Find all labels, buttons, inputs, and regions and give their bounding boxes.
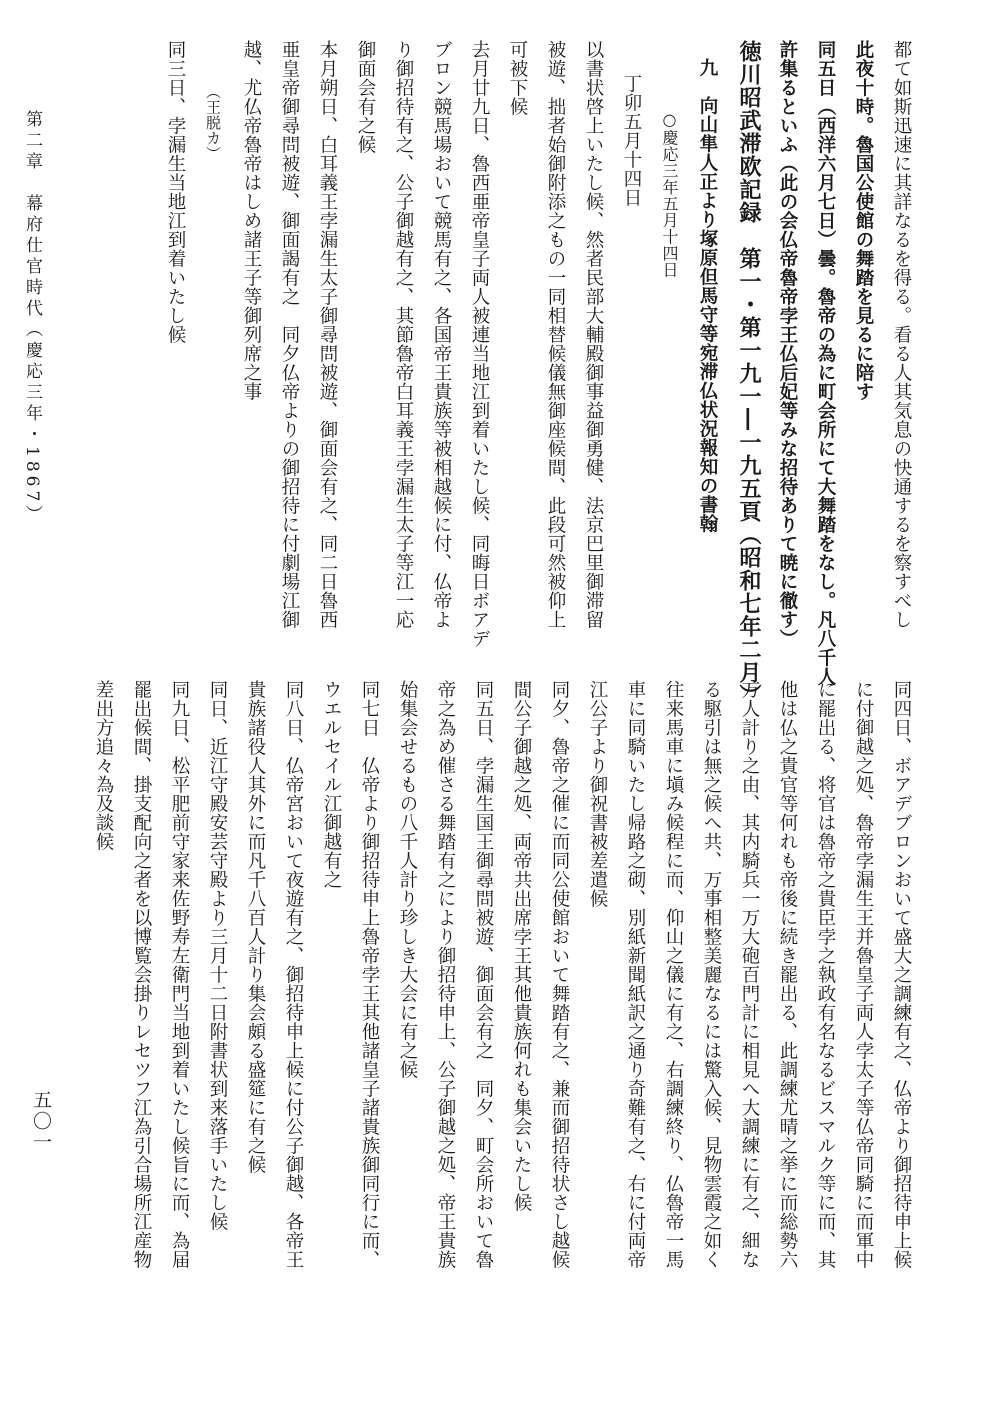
text-column: 江公子より御祝書被差遣候 <box>587 680 608 908</box>
text-column: 越、尤仏帝魯帝はしめ諸王子等御列席之事 <box>241 40 262 401</box>
text-column: 許集るといふ（此の会仏帝魯帝孛王仏后妃等みな招待ありて暁に徹す） <box>777 40 798 648</box>
text-column: 車に同騎いたし帰路之砌、別紙新聞紙訳之通り奇難有之、右に付両帝 <box>625 680 646 1269</box>
text-column: に付御越之処、魯帝孛漏生王并魯皇子両人孛太子等仏帝同騎に而軍中 <box>853 680 874 1269</box>
text-column: 此夜十時。魯国公使館の舞踏を見るに陪す <box>853 40 874 401</box>
source-title: 徳川昭武滞欧記録 第一・第一九一―一九五頁（昭和七年二月） <box>736 40 762 707</box>
text-column: 同八日、仏帝宮おいて夜遊有之、御招待申上候に付公子御越、各帝王 <box>283 680 304 1269</box>
letter-date: 丁卯五月十四日 <box>621 74 642 207</box>
editorial-note: （王脱カ） <box>204 84 222 162</box>
text-column: 同七日 仏帝より御招待申上魯帝孛王其他諸皇子諸貴族御同行に而、 <box>359 680 380 1269</box>
text-column: ウエルセイル江御越有之 <box>321 680 342 889</box>
text-column: 帝之為め催さる舞踏有之により御招待申上、公子御越之処、帝王貴族 <box>435 680 456 1269</box>
text-column: 御面会有之候 <box>355 40 376 154</box>
letter-heading: 九 向山隼人正より塚原但馬守等宛滞仏状況報知の書翰 <box>697 58 718 533</box>
text-column: 始集会せるもの八千人計り珍しき大会に有之候 <box>397 680 418 1079</box>
page-number: 五〇一 <box>30 1090 52 1153</box>
text-column: 都て如斯迅速に其詳なるを得る。看る人其気息の快通するを察すべし <box>891 40 912 629</box>
text-column: 往来馬車に塡み候程に而、仰山之儀に有之、右調練終り、仏魯帝一馬 <box>663 680 684 1269</box>
text-column: る駆引は無之候へ共、万事相整美麗なるには驚入候、見物雲霞之如く <box>701 680 722 1269</box>
running-head: 第二章 幕府仕官時代（慶応三年・1867） <box>22 110 42 527</box>
text-column: 以書状啓上いたし候、然者民部大輔殿御事益御勇健、法京巴里御滞留 <box>583 40 604 629</box>
text-column: 本月朔日、白耳義王孛漏生太子御尋問被遊、御面会有之、同二日魯西 <box>317 40 338 629</box>
text-column: 同三日、孛漏生当地江到着いたし候 <box>165 40 186 344</box>
text-column: 同四日、ボアデブロンおいて盛大之調練有之、仏帝より御招待申上候 <box>891 680 912 1269</box>
lower-text-block <box>78 680 914 1320</box>
text-column: 同九日、松平肥前守家来佐野寿左衛門当地到着いたし候旨に而、為届 <box>169 680 190 1269</box>
text-column: ブロン競馬場おいて競馬有之、各国帝王貴族等被相越候に付、仏帝よ <box>431 40 452 629</box>
text-column: 貴族諸役人其外に而凡千八百人計り集会頗る盛筵に有之候 <box>245 680 266 1174</box>
text-column: 同日、近江守殿安芸守殿より三月十二日附書状到来落手いたし候 <box>207 680 228 1231</box>
text-column: 間公子御越之処、両帝共出席孛王其他貴族何れも集会いたし候 <box>511 680 532 1212</box>
letter-date-note: ○慶応三年五月十四日 <box>660 110 679 278</box>
text-column: 同五日（西洋六月七日）曇。魯帝の為に町会所にて大舞踏をなし。凡八千人 <box>815 40 836 686</box>
text-column: 万人計り之由、其内騎兵一万大砲百門計に相見へ大調練に有之、細な <box>739 680 760 1269</box>
text-column: 被遊、拙者始御附添之もの一同相替候儀無御座候間、此段可然被仰上 <box>545 40 566 629</box>
text-column: 去月廿九日、魯西亜帝皇子両人被連当地江到着いたし候、同晦日ボアデ <box>469 40 490 648</box>
text-column: 同五日、孛漏生国王御尋問被遊、御面会有之 同夕、町会所おいて魯 <box>473 680 494 1269</box>
text-column: 可被下候 <box>507 40 528 116</box>
upper-text-block <box>150 40 914 707</box>
text-column: 罷出候間、掛支配向之者を以博覧会掛りレセツフ江為引合場所江産物 <box>131 680 152 1269</box>
text-column: 他は仏之貴官等何れも帝後に続き罷出る、此調練尤晴之挙に而総勢六 <box>777 680 798 1269</box>
text-column: 差出方追々為及談候 <box>93 680 114 851</box>
text-column: り御招待有之、公子御越有之、其節魯帝白耳義王孛漏生太子等江一応 <box>393 40 414 629</box>
text-column: 亜皇帝御尋問被遊、御面謁有之 同夕仏帝よりの御招待に付劇場江御 <box>279 40 300 629</box>
text-column: 同夕、魯帝之催に而同公使館おいて舞踏有之、兼而御招待状さし越候 <box>549 680 570 1269</box>
text-column: に罷出る、将官は魯帝之貴臣孛之執政有名なるビスマルク等に而、其 <box>815 680 836 1269</box>
